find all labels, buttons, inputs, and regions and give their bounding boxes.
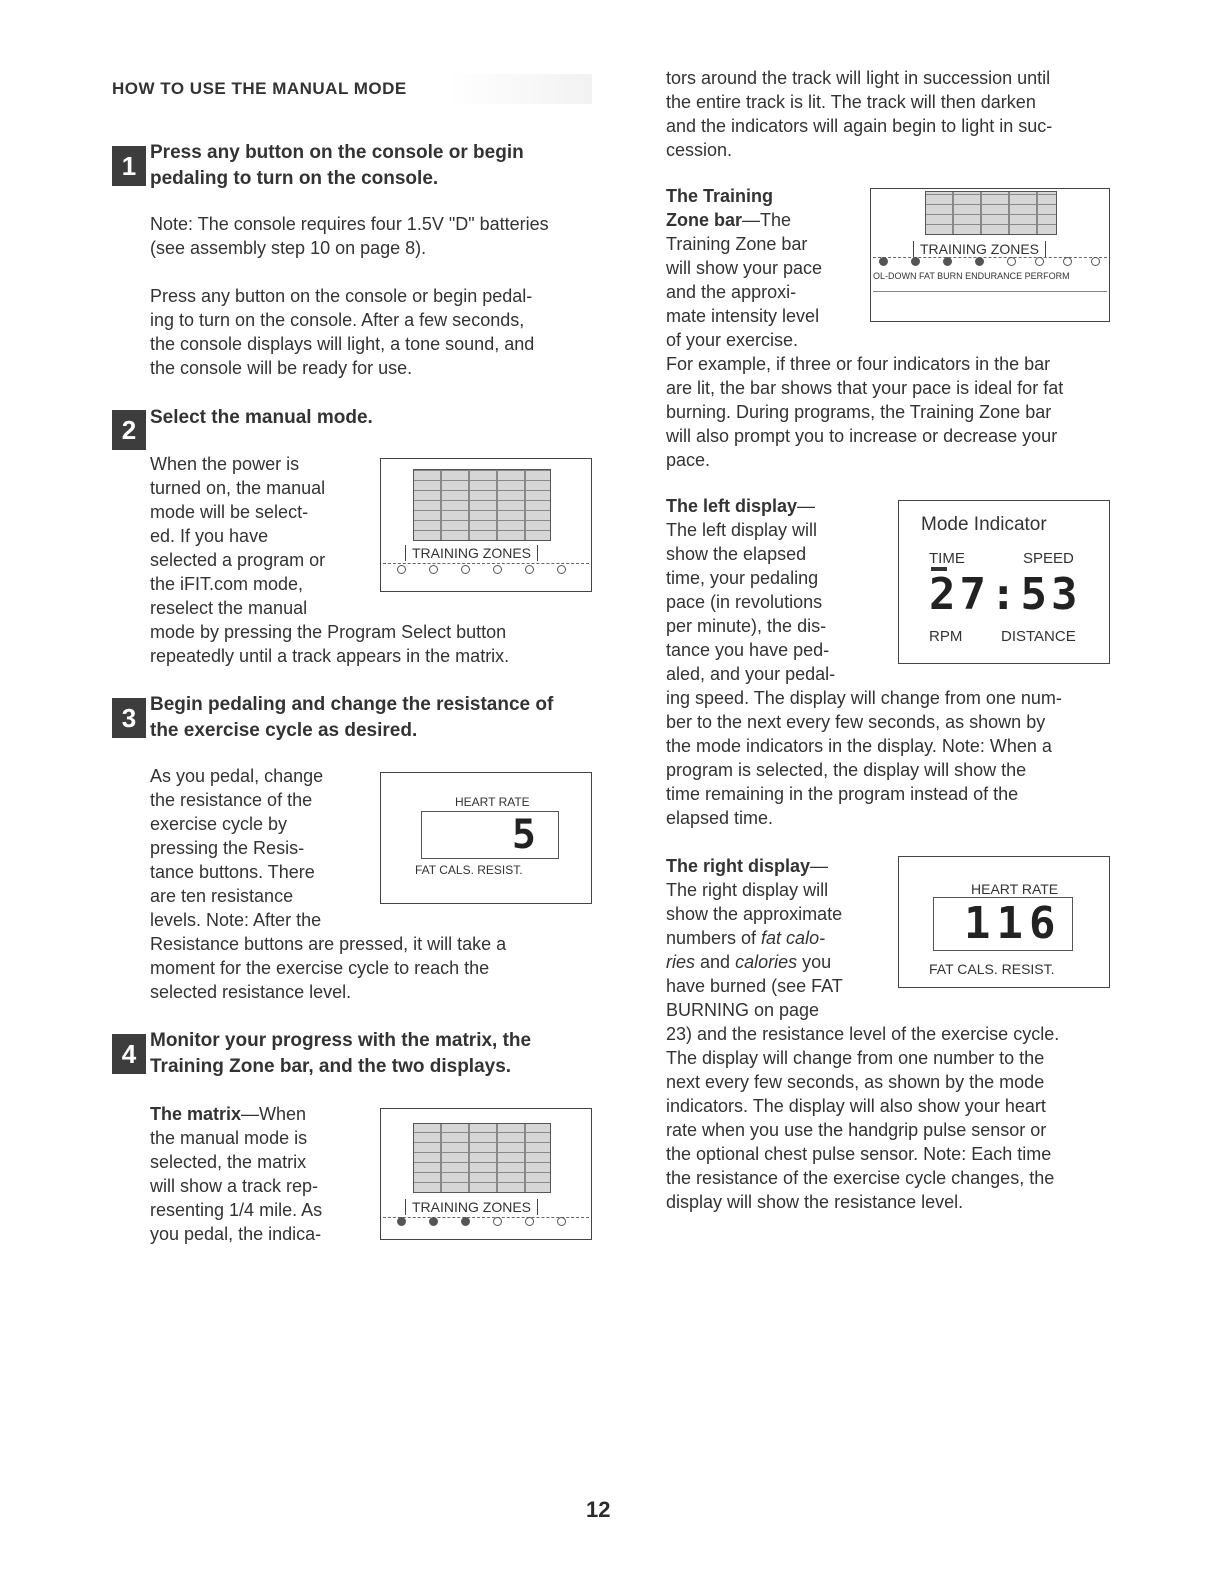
matrix-display bbox=[925, 191, 1057, 235]
distance-label: DISTANCE bbox=[1001, 628, 1076, 645]
mode-indicator-label: Mode Indicator bbox=[921, 514, 1047, 535]
left-readout: 27:53 bbox=[929, 569, 1082, 620]
section-title: HOW TO USE THE MANUAL MODE bbox=[112, 74, 592, 104]
lcd-screen bbox=[933, 897, 1073, 951]
zone-indicator bbox=[1063, 257, 1072, 266]
heart-rate-label: HEART RATE bbox=[455, 795, 530, 809]
heart-rate-label: HEART RATE bbox=[971, 881, 1059, 897]
zone-indicator bbox=[975, 257, 984, 266]
step-1-note: Note: The console requires four 1.5V "D" batteries (see assembly step 10 on page 8). bbox=[150, 214, 549, 258]
step-1-heading: Press any button on the console or begin pedaling to turn on the console. bbox=[150, 142, 524, 189]
track-continued-paragraph: tors around the track will light in succession until the entire track is lit. The track will then darken and the indicators will again begin to light in suc- cession. bbox=[666, 68, 1053, 160]
zone-indicator bbox=[461, 1217, 470, 1226]
resistance-readout: 5 bbox=[511, 812, 536, 858]
fat-cals-resist-label: FAT CALS. RESIST. bbox=[415, 863, 523, 877]
zone-indicator bbox=[397, 565, 406, 574]
right-readout: 116 bbox=[964, 898, 1062, 949]
training-zones-label: TRAINING ZONES bbox=[405, 1199, 538, 1215]
zone-indicator bbox=[525, 565, 534, 574]
step-2-badge: 2 bbox=[112, 410, 146, 450]
rpm-label: RPM bbox=[929, 628, 963, 645]
zone-indicator bbox=[429, 565, 438, 574]
step-4-heading: Monitor your progress with the matrix, the Training Zone bar, and the two displays. bbox=[150, 1030, 532, 1077]
step-2-heading: Select the manual mode. bbox=[150, 407, 373, 428]
zone-indicator bbox=[879, 257, 888, 266]
right-display-paragraph: The right display— The right display will show the approximate numbers of fat calo- ries and calories you have burned (see FAT BURNING on page 23) and the resistance level of the exercise cycle. The display will change from one number to the next every few seconds, as shown by the mode indicators. The display will also show your heart rate when you use the handgrip pulse sensor or the optional chest pulse sensor. Note: Each time the resistance of the exercise cycle changes, the display will show the resistance level. bbox=[666, 856, 1060, 1212]
zone-indicator bbox=[943, 257, 952, 266]
zone-scale-label: OL-DOWN FAT BURN ENDURANCE PERFORM bbox=[873, 271, 1070, 281]
step-2-paragraph: When the power is turned on, the manual mode will be select- ed. If you have selected a program or the iFIT.com mode, reselect the manual mode by pressing the Program Select button repeatedly until a track appears in the matrix. bbox=[150, 454, 510, 666]
step-3-badge: 3 bbox=[112, 698, 146, 738]
zone-indicator bbox=[429, 1217, 438, 1226]
zone-indicator bbox=[461, 565, 470, 574]
matrix-panel-figure bbox=[380, 458, 592, 592]
left-display-paragraph: The left display— The left display will show the elapsed time, your pedaling pace (in revolutions per minute), the dis- tance you have ped- aled, and your pedal- ing speed. The display will change from one num- ber to the next every few seconds, as shown by the mode indicators in the display. Note: When a program is selected, the display will show the time remaining in the program instead of the elapsed time. bbox=[666, 496, 1062, 828]
zone-indicator bbox=[1091, 257, 1100, 266]
matrix-display bbox=[413, 469, 551, 541]
fat-cals-resist-label: FAT CALS. RESIST. bbox=[929, 961, 1055, 977]
zone-indicator bbox=[493, 1217, 502, 1226]
zone-indicator bbox=[525, 1217, 534, 1226]
step-4-badge: 4 bbox=[112, 1034, 146, 1074]
resistance-display-figure bbox=[380, 772, 592, 904]
training-zone-bar-figure bbox=[870, 188, 1110, 322]
step-1-badge: 1 bbox=[112, 146, 146, 186]
step-3-paragraph: As you pedal, change the resistance of the exercise cycle by pressing the Resis- tance buttons. There are ten resistance levels. Note: After the Resistance buttons are pressed, it will take a moment for the exercise cycle to reach the selected resistance level. bbox=[150, 766, 507, 1002]
zone-indicator bbox=[911, 257, 920, 266]
matrix-display bbox=[413, 1123, 551, 1193]
lcd-screen bbox=[421, 811, 559, 859]
speed-label: SPEED bbox=[1023, 550, 1074, 567]
zone-indicator bbox=[1035, 257, 1044, 266]
time-label: TIME bbox=[929, 550, 965, 567]
zone-indicator bbox=[557, 565, 566, 574]
zone-indicator bbox=[493, 565, 502, 574]
left-display-figure bbox=[898, 500, 1110, 664]
step-4-paragraph: The matrix—When the manual mode is selected, the matrix will show a track rep- resenting 1/4 mile. As you pedal, the indica- bbox=[150, 1104, 323, 1244]
step-3-heading: Begin pedaling and change the resistance of the exercise cycle as desired. bbox=[150, 694, 554, 741]
zone-indicator bbox=[1007, 257, 1016, 266]
zone-indicator bbox=[557, 1217, 566, 1226]
training-zones-label: TRAINING ZONES bbox=[405, 545, 538, 561]
training-zones-label: TRAINING ZONES bbox=[913, 241, 1046, 257]
training-zone-paragraph: The Training Zone bar—The Training Zone bar will show your pace and the approxi- mate intensity level of your exercise. For example, if three or four indicators in the bar are lit, the bar shows that your pace is ideal for fat burning. During programs, the Training Zone bar will also prompt you to increase or decrease your pace. bbox=[666, 186, 1064, 470]
right-display-figure bbox=[898, 856, 1110, 988]
page-number: 12 bbox=[586, 1497, 611, 1522]
zone-indicator bbox=[397, 1217, 406, 1226]
matrix-track-figure bbox=[380, 1108, 592, 1240]
step-1-paragraph: Press any button on the console or begin pedal- ing to turn on the console. After a few seconds, the console displays will light, a tone sound, and the console will be ready for use. bbox=[150, 286, 535, 378]
